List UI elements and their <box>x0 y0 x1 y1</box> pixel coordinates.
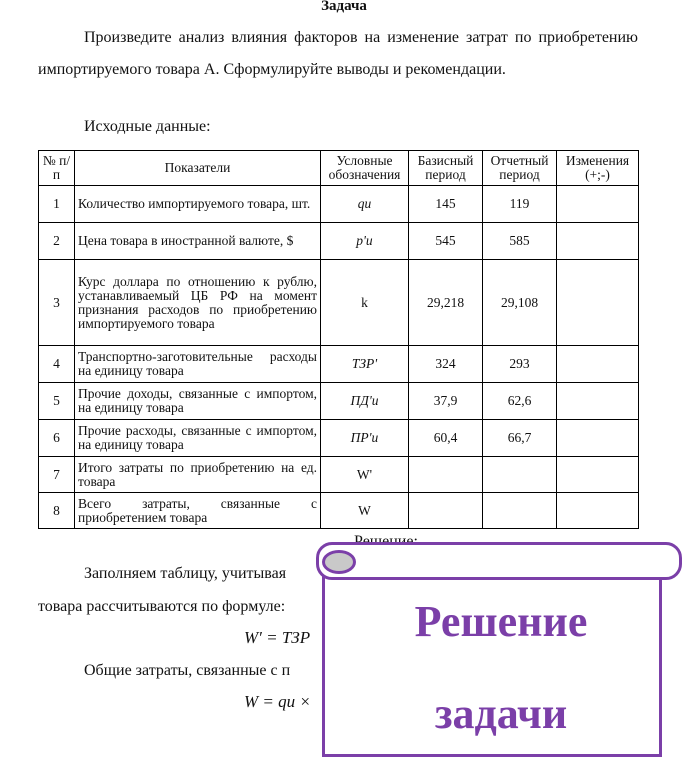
row-change <box>557 346 639 383</box>
row-symbol: ТЗР' <box>321 346 409 383</box>
table-row <box>39 493 639 529</box>
row-base: 545 <box>409 223 483 260</box>
row-change <box>557 223 639 260</box>
row-base <box>409 457 483 493</box>
table-row <box>39 223 639 260</box>
task-intro-text: Произведите анализ влияния факторов на изменение затрат по приобретению импортируемого товара А. Сформулируйте выводы и рекомендации. <box>38 29 638 78</box>
banner-line-2: задачи <box>434 689 568 738</box>
row-base: 37,9 <box>409 383 483 420</box>
source-data-table <box>38 150 639 529</box>
row-num: 8 <box>39 493 75 529</box>
table-row <box>39 186 639 223</box>
row-indicator: Прочие расходы, связанные с импортом, на единицу товара <box>75 420 321 457</box>
row-indicator: Прочие доходы, связанные с импортом, на единицу товара <box>75 383 321 420</box>
row-symbol: ПД'u <box>321 383 409 420</box>
row-symbol: k <box>321 260 409 346</box>
row-change <box>557 383 639 420</box>
table-row <box>39 346 639 383</box>
formula-total-cost: W = qu × <box>244 692 311 711</box>
row-indicator: Итого затраты по приобретению на ед. товара <box>75 457 321 493</box>
solution-line-1: Заполняем таблицу, учитывая <box>84 565 287 582</box>
page-title: Задача <box>321 0 367 14</box>
row-change <box>557 420 639 457</box>
table-row <box>39 383 639 420</box>
row-symbol: qu <box>321 186 409 223</box>
header-change: Изменения (+;-) <box>557 151 639 186</box>
header-num: № п/п <box>39 151 75 186</box>
row-report: 293 <box>483 346 557 383</box>
header-indicator: Показатели <box>75 151 321 186</box>
table-row <box>39 457 639 493</box>
table-header-row <box>39 151 639 186</box>
row-report <box>483 493 557 529</box>
row-base <box>409 493 483 529</box>
row-symbol: p'u <box>321 223 409 260</box>
row-num: 7 <box>39 457 75 493</box>
row-report: 66,7 <box>483 420 557 457</box>
row-report: 119 <box>483 186 557 223</box>
solution-line-3: Общие затраты, связанные с п <box>84 662 291 679</box>
row-report: 29,108 <box>483 260 557 346</box>
row-num: 2 <box>39 223 75 260</box>
row-change <box>557 493 639 529</box>
header-symbol: Условные обозначения <box>321 151 409 186</box>
table-row <box>39 260 639 346</box>
solution-line-2: товара рассчитываются по формуле: <box>38 598 286 615</box>
row-change <box>557 186 639 223</box>
row-num: 3 <box>39 260 75 346</box>
source-data-label: Исходные данные: <box>84 118 211 135</box>
row-base: 60,4 <box>409 420 483 457</box>
row-base: 324 <box>409 346 483 383</box>
scroll-roll <box>316 542 682 580</box>
row-indicator: Цена товара в иностранной валюте, $ <box>75 223 321 260</box>
table-row <box>39 420 639 457</box>
row-num: 4 <box>39 346 75 383</box>
task-intro <box>38 22 638 86</box>
row-indicator: Транспортно-заготовительные расходы на единицу товара <box>75 346 321 383</box>
row-indicator: Всего затраты, связанные с приобретением товара <box>75 493 321 529</box>
banner-line-1: Решение <box>414 597 588 646</box>
row-symbol: W' <box>321 457 409 493</box>
row-base: 29,218 <box>409 260 483 346</box>
row-indicator: Курс доллара по отношению к рублю, устанавливаемый ЦБ РФ на момент признания расходов по приобретению импортируемого товара <box>75 260 321 346</box>
row-report <box>483 457 557 493</box>
scroll-curl-icon <box>322 550 356 574</box>
row-num: 1 <box>39 186 75 223</box>
header-base: Базисный период <box>409 151 483 186</box>
solution-banner <box>316 540 686 740</box>
row-base: 145 <box>409 186 483 223</box>
row-symbol: ПР'u <box>321 420 409 457</box>
formula-unit-cost: W′ = ТЗР <box>244 628 311 647</box>
row-num: 6 <box>39 420 75 457</box>
row-indicator: Количество импортируемого товара, шт. <box>75 186 321 223</box>
row-change <box>557 457 639 493</box>
row-change <box>557 260 639 346</box>
header-report: Отчетный период <box>483 151 557 186</box>
row-symbol: W <box>321 493 409 529</box>
row-report: 585 <box>483 223 557 260</box>
row-report: 62,6 <box>483 383 557 420</box>
row-num: 5 <box>39 383 75 420</box>
